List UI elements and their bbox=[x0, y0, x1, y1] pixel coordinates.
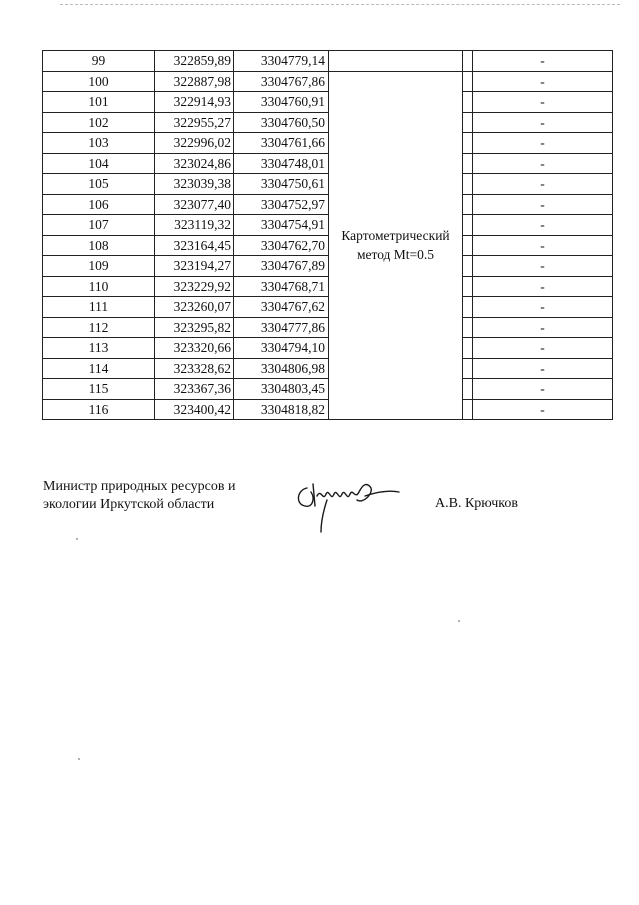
y-coordinate-cell: 3304762,70 bbox=[234, 235, 329, 256]
point-number-cell: 108 bbox=[43, 235, 155, 256]
blank-cell bbox=[463, 297, 473, 318]
blank-cell bbox=[463, 399, 473, 420]
y-coordinate-cell: 3304777,86 bbox=[234, 317, 329, 338]
blank-cell bbox=[463, 338, 473, 359]
blank-cell bbox=[463, 317, 473, 338]
value-cell: - bbox=[473, 194, 613, 215]
value-cell: - bbox=[473, 379, 613, 400]
value-cell: - bbox=[473, 276, 613, 297]
value-cell: - bbox=[473, 153, 613, 174]
x-coordinate-cell: 323119,32 bbox=[155, 215, 234, 236]
blank-cell bbox=[463, 379, 473, 400]
point-number-cell: 99 bbox=[43, 51, 155, 72]
value-cell: - bbox=[473, 338, 613, 359]
y-coordinate-cell: 3304767,89 bbox=[234, 256, 329, 277]
value-cell: - bbox=[473, 51, 613, 72]
point-number-cell: 101 bbox=[43, 92, 155, 113]
x-coordinate-cell: 323400,42 bbox=[155, 399, 234, 420]
point-number-cell: 100 bbox=[43, 71, 155, 92]
value-cell: - bbox=[473, 297, 613, 318]
value-cell: - bbox=[473, 71, 613, 92]
table-row bbox=[43, 92, 613, 113]
table-row bbox=[43, 51, 613, 72]
position-title-line1: Министр природных ресурсов и bbox=[43, 479, 236, 494]
value-cell: - bbox=[473, 256, 613, 277]
value-cell: - bbox=[473, 358, 613, 379]
x-coordinate-cell: 323229,92 bbox=[155, 276, 234, 297]
y-coordinate-cell: 3304818,82 bbox=[234, 399, 329, 420]
point-number-cell: 102 bbox=[43, 112, 155, 133]
blank-cell bbox=[463, 71, 473, 92]
point-number-cell: 109 bbox=[43, 256, 155, 277]
blank-cell bbox=[463, 133, 473, 154]
value-cell: - bbox=[473, 174, 613, 195]
value-cell: - bbox=[473, 399, 613, 420]
y-coordinate-cell: 3304748,01 bbox=[234, 153, 329, 174]
coordinates-table bbox=[42, 50, 613, 420]
point-number-cell: 106 bbox=[43, 194, 155, 215]
point-number-cell: 104 bbox=[43, 153, 155, 174]
blank-cell bbox=[463, 174, 473, 195]
x-coordinate-cell: 322859,89 bbox=[155, 51, 234, 72]
x-coordinate-cell: 323367,36 bbox=[155, 379, 234, 400]
x-coordinate-cell: 323164,45 bbox=[155, 235, 234, 256]
value-cell: - bbox=[473, 317, 613, 338]
point-number-cell: 114 bbox=[43, 358, 155, 379]
position-title bbox=[43, 478, 235, 514]
y-coordinate-cell: 3304768,71 bbox=[234, 276, 329, 297]
point-number-cell: 115 bbox=[43, 379, 155, 400]
signer-name: А.В. Крючков bbox=[435, 496, 518, 511]
point-number-cell: 110 bbox=[43, 276, 155, 297]
x-coordinate-cell: 323295,82 bbox=[155, 317, 234, 338]
x-coordinate-cell: 322996,02 bbox=[155, 133, 234, 154]
point-number-cell: 112 bbox=[43, 317, 155, 338]
y-coordinate-cell: 3304760,50 bbox=[234, 112, 329, 133]
y-coordinate-cell: 3304761,66 bbox=[234, 133, 329, 154]
table-row bbox=[43, 133, 613, 154]
table-row bbox=[43, 174, 613, 195]
method-cell-empty bbox=[329, 51, 463, 72]
blank-cell bbox=[463, 112, 473, 133]
point-number-cell: 105 bbox=[43, 174, 155, 195]
table-row bbox=[43, 71, 613, 92]
table-row bbox=[43, 112, 613, 133]
x-coordinate-cell: 323024,86 bbox=[155, 153, 234, 174]
y-coordinate-cell: 3304754,91 bbox=[234, 215, 329, 236]
x-coordinate-cell: 322914,93 bbox=[155, 92, 234, 113]
point-number-cell: 116 bbox=[43, 399, 155, 420]
blank-cell bbox=[463, 276, 473, 297]
table-row bbox=[43, 297, 613, 318]
point-number-cell: 111 bbox=[43, 297, 155, 318]
y-coordinate-cell: 3304794,10 bbox=[234, 338, 329, 359]
value-cell: - bbox=[473, 133, 613, 154]
blank-cell bbox=[463, 194, 473, 215]
table-row bbox=[43, 358, 613, 379]
table-row bbox=[43, 194, 613, 215]
table-row bbox=[43, 317, 613, 338]
table-row bbox=[43, 235, 613, 256]
value-cell: - bbox=[473, 112, 613, 133]
y-coordinate-cell: 3304760,91 bbox=[234, 92, 329, 113]
scan-speck bbox=[458, 620, 460, 622]
y-coordinate-cell: 3304803,45 bbox=[234, 379, 329, 400]
table-row bbox=[43, 399, 613, 420]
x-coordinate-cell: 323320,66 bbox=[155, 338, 234, 359]
value-cell: - bbox=[473, 215, 613, 236]
blank-cell bbox=[463, 215, 473, 236]
signature-block bbox=[43, 478, 603, 538]
x-coordinate-cell: 322955,27 bbox=[155, 112, 234, 133]
table-row bbox=[43, 379, 613, 400]
table-row bbox=[43, 338, 613, 359]
y-coordinate-cell: 3304806,98 bbox=[234, 358, 329, 379]
x-coordinate-cell: 323077,40 bbox=[155, 194, 234, 215]
point-number-cell: 113 bbox=[43, 338, 155, 359]
scan-speck bbox=[78, 758, 80, 760]
y-coordinate-cell: 3304767,86 bbox=[234, 71, 329, 92]
x-coordinate-cell: 323039,38 bbox=[155, 174, 234, 195]
value-cell: - bbox=[473, 92, 613, 113]
y-coordinate-cell: 3304767,62 bbox=[234, 297, 329, 318]
y-coordinate-cell: 3304750,61 bbox=[234, 174, 329, 195]
value-cell: - bbox=[473, 235, 613, 256]
blank-cell bbox=[463, 92, 473, 113]
x-coordinate-cell: 322887,98 bbox=[155, 71, 234, 92]
blank-cell bbox=[463, 358, 473, 379]
blank-cell bbox=[463, 256, 473, 277]
blank-cell bbox=[463, 51, 473, 72]
blank-cell bbox=[463, 235, 473, 256]
point-number-cell: 103 bbox=[43, 133, 155, 154]
y-coordinate-cell: 3304752,97 bbox=[234, 194, 329, 215]
blank-cell bbox=[463, 153, 473, 174]
handwritten-signature bbox=[293, 478, 403, 534]
table-row bbox=[43, 256, 613, 277]
top-rule bbox=[60, 4, 620, 6]
table-row bbox=[43, 153, 613, 174]
table-row bbox=[43, 276, 613, 297]
method-cell bbox=[329, 71, 463, 420]
table-row bbox=[43, 215, 613, 236]
x-coordinate-cell: 323260,07 bbox=[155, 297, 234, 318]
x-coordinate-cell: 323194,27 bbox=[155, 256, 234, 277]
x-coordinate-cell: 323328,62 bbox=[155, 358, 234, 379]
y-coordinate-cell: 3304779,14 bbox=[234, 51, 329, 72]
position-title-line2: экологии Иркутской области bbox=[43, 497, 215, 512]
scan-speck bbox=[76, 538, 78, 540]
method-label-line2: метод Mt=0.5 bbox=[356, 247, 435, 263]
point-number-cell: 107 bbox=[43, 215, 155, 236]
method-label-line1: Картометрический bbox=[341, 228, 450, 244]
